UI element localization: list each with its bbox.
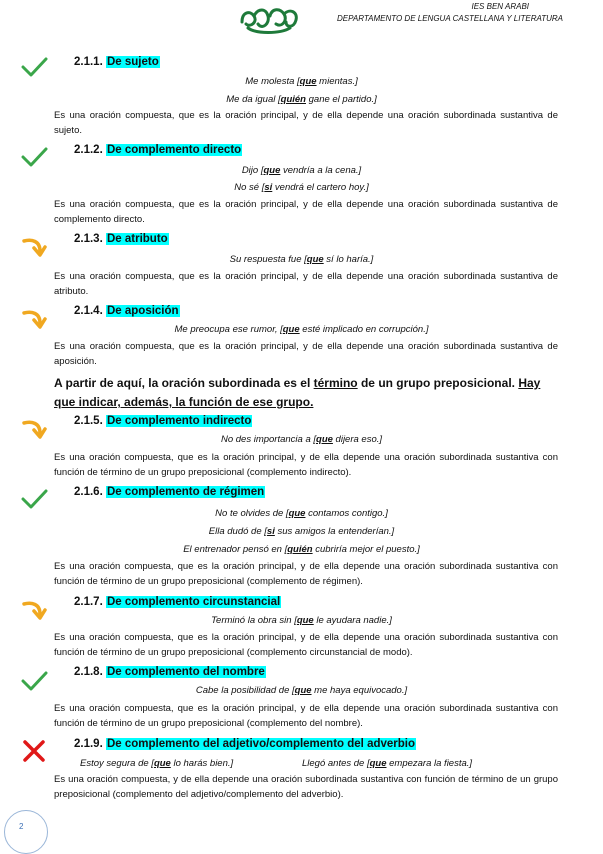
section-number: 2.1.3.: [74, 233, 103, 245]
section-name: De aposición: [106, 305, 179, 317]
example-sentence: Terminó la obra sin [que le ayudara nadie.]: [211, 615, 392, 626]
page-header: [0, 0, 603, 44]
section-number: 2.1.8.: [74, 666, 103, 678]
section-explanation: Es una oración compuesta, que es la oración principal, y de ella depende una oración subordinada sustantiva con función de término de un grupo preposicional (complemento del nombre).: [54, 703, 558, 729]
section-number: 2.1.7.: [74, 596, 103, 608]
department-name: DEPARTAMENTO DE LENGUA CASTELLANA Y LITERATURA: [337, 14, 563, 23]
example-sentence: Me da igual [quién gane el partido.]: [226, 94, 377, 105]
section-name: De sujeto: [106, 56, 159, 68]
section-name: De complemento del nombre: [106, 666, 265, 678]
section-explanation: Es una oración compuesta, que es la oración principal, y de ella depende una oración subordinada sustantiva de sujeto.: [54, 110, 558, 136]
school-name: IES BEN ARABI: [471, 2, 529, 11]
example-sentence: Ella dudó de [si sus amigos la entenderían.]: [208, 526, 395, 537]
section-title: [74, 56, 160, 68]
section-title: [74, 738, 416, 750]
check-icon: [20, 56, 48, 78]
section-explanation: Es una oración compuesta, y de ella depende una oración subordinada sustantiva con función de término de un grupo preposicional (complemento del adjetivo/complemento del adverbio).: [54, 774, 558, 800]
check-icon: [20, 488, 48, 510]
example-sentence: El entrenador pensó en [quién cubriría mejor el puesto.]: [183, 544, 420, 555]
school-logo: [236, 2, 302, 36]
section-number: 2.1.4.: [74, 305, 103, 317]
example-sentence: Llegó antes de [que empezara la fiesta.]: [302, 758, 473, 769]
section-title: [74, 305, 180, 317]
section-number: 2.1.9.: [74, 738, 103, 750]
example-sentence: Me preocupa ese rumor, [que esté implicado en corrupción.]: [174, 324, 429, 335]
example-sentence: Su respuesta fue [que sí lo haría.]: [229, 254, 374, 265]
section-name: De atributo: [106, 233, 168, 245]
section-title: [74, 144, 242, 156]
section-title: [74, 486, 265, 498]
section-name: De complemento del adjetivo/complemento del adverbio: [106, 738, 415, 750]
section-title: [74, 596, 281, 608]
page-number: 2: [19, 822, 24, 831]
section-explanation: Es una oración compuesta, que es la oración principal, y de ella depende una oración subordinada sustantiva de complemento directo.: [54, 199, 558, 225]
section-name: De complemento circunstancial: [106, 596, 281, 608]
example-sentence: Cabe la posibilidad de [que me haya equivocado.]: [195, 685, 408, 696]
section-explanation: Es una oración compuesta, que es la oración principal, y de ella depende una oración subordinada sustantiva con función de término de un grupo preposicional (complemento circunstancial de modo).: [54, 632, 558, 658]
example-sentence: Estoy segura de [que lo harás bien.]: [80, 758, 234, 769]
example-sentence: Me molesta [que mientas.]: [245, 76, 358, 87]
section-number: 2.1.1.: [74, 56, 103, 68]
section-explanation: Es una oración compuesta, que es la oración principal, y de ella depende una oración subordinada sustantiva con función de término de un grupo preposicional (complemento indirecto).: [54, 452, 558, 478]
section-number: 2.1.2.: [74, 144, 103, 156]
cross-icon: [20, 740, 48, 762]
example-sentence: No des importancia a [que dijera eso.]: [220, 434, 383, 445]
example-sentence: No te olvides de [que contamos contigo.]: [215, 508, 388, 519]
section-explanation: Es una oración compuesta, que es la oración principal, y de ella depende una oración subordinada sustantiva de aposición.: [54, 341, 558, 367]
example-sentence: No sé [si vendrá el cartero hoy.]: [234, 182, 369, 193]
section-explanation: Es una oración compuesta, que es la oración principal, y de ella depende una oración subordinada sustantiva de atributo.: [54, 271, 558, 297]
section-name: De complemento de régimen: [106, 486, 265, 498]
section-title: [74, 415, 252, 427]
section-number: 2.1.5.: [74, 415, 103, 427]
section-name: De complemento directo: [106, 144, 242, 156]
page-number-badge: [4, 810, 48, 854]
section-number: 2.1.6.: [74, 486, 103, 498]
example-sentence: Dijo [que vendría a la cena.]: [241, 165, 362, 176]
section-title: [74, 666, 266, 678]
section-name: De complemento indirecto: [106, 415, 252, 427]
section-title: [74, 233, 169, 245]
important-notice: A partir de aquí, la oración subordinada es el término de un grupo preposicional. Hay que indicar, además, la función de ese grupo.: [54, 376, 541, 409]
section-explanation: Es una oración compuesta, que es la oración principal, y de ella depende una oración subordinada sustantiva con función de término de un grupo preposicional (complemento de régimen).: [54, 561, 558, 587]
